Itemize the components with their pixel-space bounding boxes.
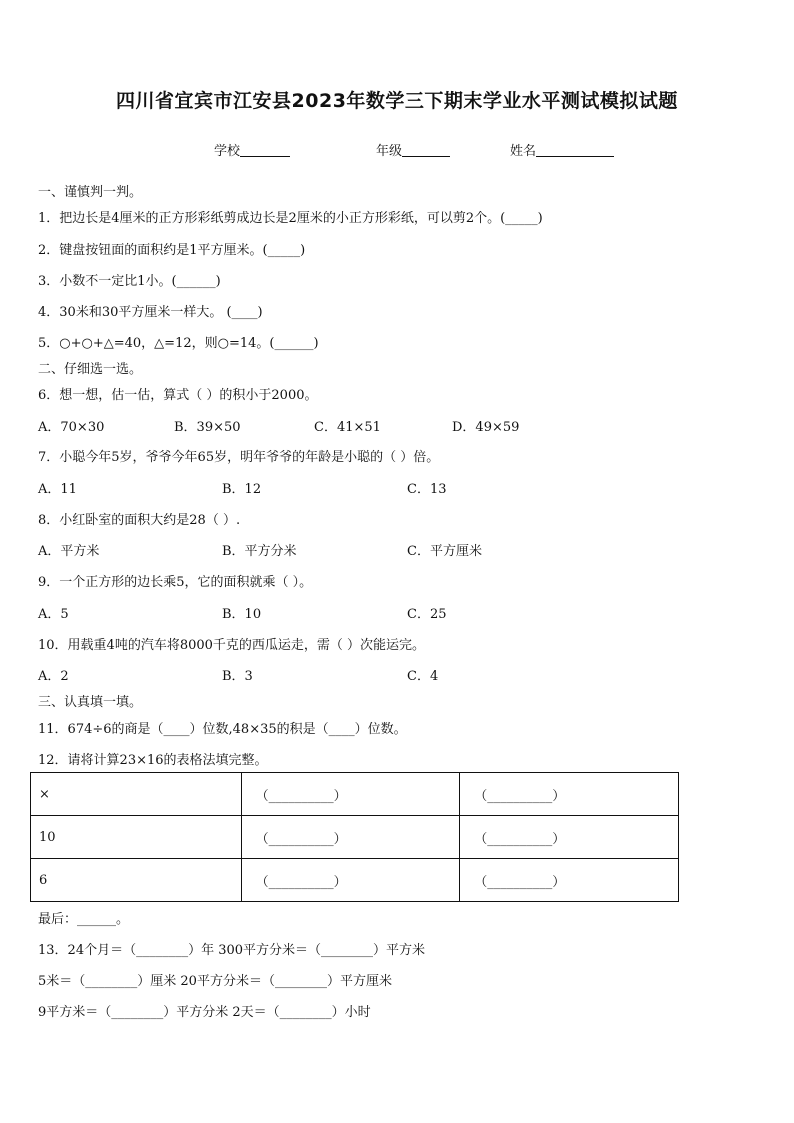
section-heading: 一、谨慎判一判。	[38, 185, 143, 200]
option-c[interactable]: C．4	[407, 669, 439, 684]
option-b[interactable]: B．39×50	[174, 420, 241, 435]
grade-field	[376, 140, 450, 159]
grade-label: 年级	[376, 144, 403, 159]
option-b[interactable]: B．12	[222, 482, 262, 497]
question-12: 12．请将计算23×16的表格法填完整。	[38, 753, 268, 768]
option-c[interactable]: C．平方厘米	[407, 544, 482, 559]
option-c[interactable]: C．25	[407, 607, 447, 622]
table-row	[31, 816, 679, 859]
option-c[interactable]: C．13	[407, 482, 447, 497]
option-b[interactable]: B．10	[222, 607, 262, 622]
question-13-line-3: 9平方米＝（________）平方分米 2天＝（________）小时	[38, 1005, 371, 1020]
name-blank[interactable]	[536, 143, 614, 157]
section-heading: 二、仔细选一选。	[38, 362, 143, 377]
table-cell-blank[interactable]: （__________）	[460, 859, 679, 902]
table-cell-blank[interactable]: （__________）	[241, 816, 460, 859]
school-label: 学校	[214, 144, 241, 159]
name-label: 姓名	[510, 144, 537, 159]
question-10: 10．用载重4吨的汽车将8000千克的西瓜运走，需（ ）次能运完。	[38, 638, 426, 653]
question-12-final: 最后：______。	[38, 912, 130, 927]
section-heading: 三、认真填一填。	[38, 695, 143, 710]
question-5: 5．○+○+△=40，△=12，则○=14。(______)	[38, 336, 319, 351]
option-c[interactable]: C．41×51	[314, 420, 381, 435]
option-a[interactable]: A．11	[38, 482, 77, 497]
table-row	[31, 859, 679, 902]
multiplication-table	[30, 772, 679, 902]
school-field	[214, 140, 290, 159]
question-4: 4．30米和30平方厘米一样大。 (____)	[38, 305, 263, 320]
table-cell-blank[interactable]: （__________）	[241, 859, 460, 902]
table-cell-blank[interactable]: （__________）	[241, 773, 460, 816]
page-title: 四川省宜宾市江安县2023年数学三下期末学业水平测试模拟试题	[116, 90, 678, 112]
table-row-head: 10	[31, 816, 242, 859]
grade-blank[interactable]	[402, 143, 450, 157]
option-d[interactable]: D．49×59	[452, 420, 520, 435]
question-8: 8．小红卧室的面积大约是28（ ）.	[38, 513, 241, 528]
question-6: 6．想一想，估一估，算式（ ）的积小于2000。	[38, 388, 318, 403]
question-11: 11．674÷6的商是（____）位数,48×35的积是（____）位数。	[38, 722, 407, 737]
option-a[interactable]: A．70×30	[38, 420, 105, 435]
option-b[interactable]: B．3	[222, 669, 253, 684]
table-cell-blank[interactable]: （__________）	[460, 816, 679, 859]
option-b[interactable]: B．平方分米	[222, 544, 297, 559]
question-2: 2．键盘按钮面的面积约是1平方厘米。(_____)	[38, 243, 306, 258]
table-row	[31, 773, 679, 816]
school-blank[interactable]	[240, 143, 290, 157]
option-a[interactable]: A．平方米	[38, 544, 100, 559]
option-a[interactable]: A．2	[38, 669, 69, 684]
table-cell-blank[interactable]: （__________）	[460, 773, 679, 816]
question-9: 9．一个正方形的边长乘5，它的面积就乘（ ）。	[38, 575, 313, 590]
question-1: 1．把边长是4厘米的正方形彩纸剪成边长是2厘米的小正方形彩纸，可以剪2个。(_____)	[38, 211, 543, 226]
question-13-line-1: 13．24个月＝（________）年 300平方分米＝（________）平方米	[38, 943, 426, 958]
question-13-line-2: 5米＝（________）厘米 20平方分米＝（________）平方厘米	[38, 974, 392, 989]
name-field	[510, 140, 614, 159]
option-a[interactable]: A．5	[38, 607, 69, 622]
question-3: 3．小数不一定比1小。(______)	[38, 274, 221, 289]
question-7: 7．小聪今年5岁，爷爷今年65岁，明年爷爷的年龄是小聪的（ ）倍。	[38, 450, 440, 465]
table-row-head: 6	[31, 859, 242, 902]
table-row-head: ×	[31, 773, 242, 816]
